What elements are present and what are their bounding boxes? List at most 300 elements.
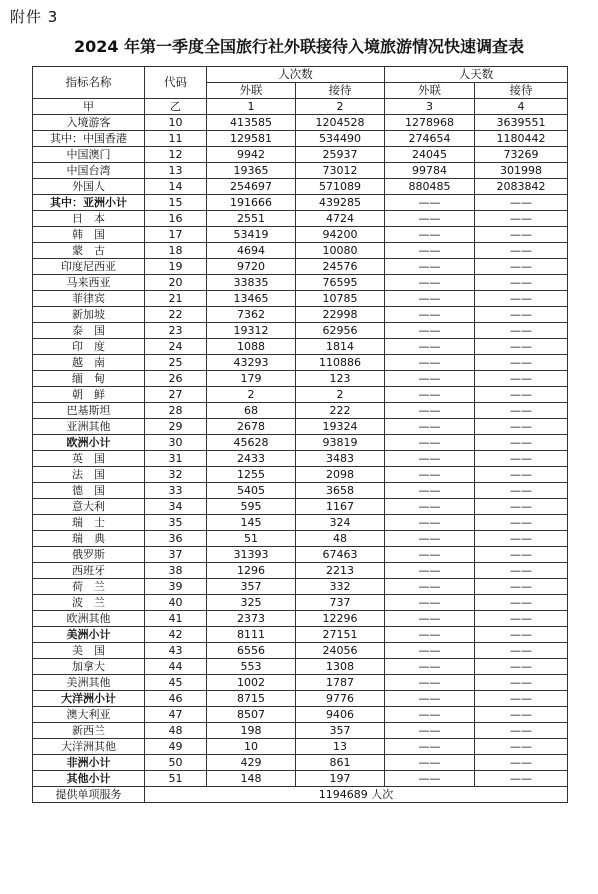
table-row [33, 227, 568, 243]
cell-v3: —— [385, 323, 475, 339]
cell-v2: 12296 [296, 611, 385, 627]
cell-v4: —— [475, 403, 568, 419]
cell-v3: —— [385, 483, 475, 499]
cell-v3: 880485 [385, 179, 475, 195]
cell-v2: 197 [296, 771, 385, 787]
table-row [33, 403, 568, 419]
cell-v4: —— [475, 659, 568, 675]
cell-v3: —— [385, 643, 475, 659]
cell-v3: —— [385, 275, 475, 291]
cell-v2: 24576 [296, 259, 385, 275]
cell-v1: 254697 [207, 179, 296, 195]
cell-v3: —— [385, 387, 475, 403]
cell-v4: —— [475, 707, 568, 723]
cell-name: 外国人 [33, 179, 145, 195]
cell-v3: —— [385, 627, 475, 643]
cell-v1: 8715 [207, 691, 296, 707]
cell-v3: —— [385, 371, 475, 387]
cell-code: 51 [145, 771, 207, 787]
cell-v1: 145 [207, 515, 296, 531]
cell-v4: —— [475, 211, 568, 227]
cell-v4: —— [475, 467, 568, 483]
cell-name: 印 度 [33, 339, 145, 355]
cell-code: 40 [145, 595, 207, 611]
table-row [33, 627, 568, 643]
cell-v3: —— [385, 515, 475, 531]
table-row [33, 499, 568, 515]
cell-v3: —— [385, 227, 475, 243]
cell-v4: —— [475, 531, 568, 547]
cell-name: 西班牙 [33, 563, 145, 579]
cell-name: 泰 国 [33, 323, 145, 339]
table-row [33, 211, 568, 227]
cell-v1: 6556 [207, 643, 296, 659]
cell-v1: 357 [207, 579, 296, 595]
cell-v1: 31393 [207, 547, 296, 563]
cell-v1: 9942 [207, 147, 296, 163]
cell-v2: 861 [296, 755, 385, 771]
cell-v3: —— [385, 403, 475, 419]
cell-v4: —— [475, 227, 568, 243]
table-row [33, 163, 568, 179]
cell-v4: 2083842 [475, 179, 568, 195]
cell-code: 37 [145, 547, 207, 563]
cell-code: 30 [145, 435, 207, 451]
cell-name: 新西兰 [33, 723, 145, 739]
header-jiedai-days: 接待 [475, 83, 568, 99]
cell-v1: 429 [207, 755, 296, 771]
table-row [33, 115, 568, 131]
cell-name: 美洲其他 [33, 675, 145, 691]
cell-code: 15 [145, 195, 207, 211]
cell-code: 33 [145, 483, 207, 499]
page-title: 2024 年第一季度全国旅行社外联接待入境旅游情况快速调查表 [73, 37, 525, 56]
cell-v1: 148 [207, 771, 296, 787]
table-row [33, 707, 568, 723]
header-col-3: 3 [385, 99, 475, 115]
cell-v2: 534490 [296, 131, 385, 147]
cell-v3: —— [385, 547, 475, 563]
cell-v4: —— [475, 515, 568, 531]
header-person-times: 人次数 [207, 67, 385, 83]
cell-name: 瑞 典 [33, 531, 145, 547]
table-row [33, 675, 568, 691]
cell-v4: 301998 [475, 163, 568, 179]
cell-code: 21 [145, 291, 207, 307]
cell-v4: —— [475, 739, 568, 755]
cell-code: 22 [145, 307, 207, 323]
cell-v3: —— [385, 755, 475, 771]
cell-v3: —— [385, 531, 475, 547]
cell-v3: —— [385, 499, 475, 515]
cell-v1: 51 [207, 531, 296, 547]
cell-code: 32 [145, 467, 207, 483]
table-row [33, 723, 568, 739]
table-row [33, 579, 568, 595]
footer-label: 提供单项服务 [33, 787, 145, 803]
cell-v1: 595 [207, 499, 296, 515]
cell-v4: —— [475, 275, 568, 291]
table-row [33, 371, 568, 387]
cell-v4: —— [475, 435, 568, 451]
cell-code: 31 [145, 451, 207, 467]
cell-v2: 24056 [296, 643, 385, 659]
cell-v1: 129581 [207, 131, 296, 147]
cell-code: 47 [145, 707, 207, 723]
cell-v2: 222 [296, 403, 385, 419]
cell-v3: —— [385, 675, 475, 691]
cell-v1: 1002 [207, 675, 296, 691]
cell-v2: 9776 [296, 691, 385, 707]
cell-v1: 9720 [207, 259, 296, 275]
cell-v1: 68 [207, 403, 296, 419]
cell-name: 入境游客 [33, 115, 145, 131]
cell-v3: —— [385, 243, 475, 259]
cell-v4: —— [475, 691, 568, 707]
cell-v1: 553 [207, 659, 296, 675]
cell-code: 26 [145, 371, 207, 387]
cell-v2: 9406 [296, 707, 385, 723]
cell-v1: 43293 [207, 355, 296, 371]
cell-v4: —— [475, 723, 568, 739]
cell-v2: 123 [296, 371, 385, 387]
header-indicator: 指标名称 [33, 67, 145, 99]
cell-v4: —— [475, 643, 568, 659]
cell-name: 其中：中国香港 [33, 131, 145, 147]
cell-v4: —— [475, 195, 568, 211]
cell-v2: 2213 [296, 563, 385, 579]
cell-v4: 1180442 [475, 131, 568, 147]
table-row [33, 323, 568, 339]
cell-code: 28 [145, 403, 207, 419]
table-row [33, 643, 568, 659]
table-row [33, 611, 568, 627]
cell-v4: —— [475, 243, 568, 259]
cell-v2: 324 [296, 515, 385, 531]
cell-v2: 76595 [296, 275, 385, 291]
cell-name: 欧洲小计 [33, 435, 145, 451]
cell-code: 11 [145, 131, 207, 147]
cell-name: 欧洲其他 [33, 611, 145, 627]
cell-name: 中国台湾 [33, 163, 145, 179]
cell-name: 德 国 [33, 483, 145, 499]
cell-code: 23 [145, 323, 207, 339]
header-waili-times: 外联 [207, 83, 296, 99]
survey-table [32, 66, 568, 803]
cell-v1: 19365 [207, 163, 296, 179]
cell-v3: —— [385, 259, 475, 275]
cell-v3: —— [385, 291, 475, 307]
footer-row [33, 787, 568, 803]
cell-code: 19 [145, 259, 207, 275]
cell-v1: 2433 [207, 451, 296, 467]
cell-name: 印度尼西亚 [33, 259, 145, 275]
cell-v1: 2678 [207, 419, 296, 435]
cell-v4: —— [475, 547, 568, 563]
table-row [33, 771, 568, 787]
cell-v1: 10 [207, 739, 296, 755]
cell-code: 45 [145, 675, 207, 691]
cell-name: 日 本 [33, 211, 145, 227]
table-row [33, 259, 568, 275]
table-row [33, 131, 568, 147]
table-row [33, 659, 568, 675]
cell-code: 49 [145, 739, 207, 755]
cell-name: 中国澳门 [33, 147, 145, 163]
table-row [33, 291, 568, 307]
cell-v4: —— [475, 755, 568, 771]
cell-name: 菲律宾 [33, 291, 145, 307]
cell-code: 13 [145, 163, 207, 179]
cell-code: 17 [145, 227, 207, 243]
cell-code: 39 [145, 579, 207, 595]
cell-code: 18 [145, 243, 207, 259]
cell-v3: —— [385, 579, 475, 595]
cell-name: 法 国 [33, 467, 145, 483]
cell-name: 其中：亚洲小计 [33, 195, 145, 211]
cell-v2: 10785 [296, 291, 385, 307]
table-row [33, 179, 568, 195]
table-row [33, 387, 568, 403]
table-row [33, 435, 568, 451]
cell-v2: 1308 [296, 659, 385, 675]
cell-v1: 1296 [207, 563, 296, 579]
cell-v3: —— [385, 563, 475, 579]
cell-v4: 3639551 [475, 115, 568, 131]
cell-v4: —— [475, 595, 568, 611]
cell-v4: —— [475, 291, 568, 307]
cell-v3: —— [385, 659, 475, 675]
cell-name: 其他小计 [33, 771, 145, 787]
cell-v1: 325 [207, 595, 296, 611]
cell-v2: 110886 [296, 355, 385, 371]
table-row [33, 515, 568, 531]
cell-code: 20 [145, 275, 207, 291]
cell-v1: 1255 [207, 467, 296, 483]
cell-v4: —— [475, 499, 568, 515]
cell-code: 43 [145, 643, 207, 659]
cell-v3: —— [385, 595, 475, 611]
cell-v2: 1787 [296, 675, 385, 691]
cell-name: 加拿大 [33, 659, 145, 675]
cell-name: 亚洲其他 [33, 419, 145, 435]
cell-v3: 274654 [385, 131, 475, 147]
header-col-1: 1 [207, 99, 296, 115]
table-row [33, 691, 568, 707]
cell-name: 荷 兰 [33, 579, 145, 595]
cell-v2: 1167 [296, 499, 385, 515]
cell-code: 14 [145, 179, 207, 195]
cell-v2: 93819 [296, 435, 385, 451]
cell-code: 41 [145, 611, 207, 627]
table-row [33, 451, 568, 467]
cell-v4: —— [475, 355, 568, 371]
cell-v4: —— [475, 323, 568, 339]
cell-code: 36 [145, 531, 207, 547]
cell-v3: —— [385, 435, 475, 451]
table-row [33, 563, 568, 579]
cell-name: 澳大利亚 [33, 707, 145, 723]
cell-code: 50 [145, 755, 207, 771]
cell-name: 缅 甸 [33, 371, 145, 387]
cell-v1: 13465 [207, 291, 296, 307]
cell-v2: 13 [296, 739, 385, 755]
table-row [33, 307, 568, 323]
cell-v2: 62956 [296, 323, 385, 339]
cell-name: 巴基斯坦 [33, 403, 145, 419]
cell-v1: 7362 [207, 307, 296, 323]
cell-v2: 27151 [296, 627, 385, 643]
cell-name: 新加坡 [33, 307, 145, 323]
header-waili-days: 外联 [385, 83, 475, 99]
cell-name: 越 南 [33, 355, 145, 371]
cell-name: 美洲小计 [33, 627, 145, 643]
cell-v4: —— [475, 371, 568, 387]
cell-code: 38 [145, 563, 207, 579]
cell-v2: 67463 [296, 547, 385, 563]
table-row [33, 147, 568, 163]
cell-v1: 8111 [207, 627, 296, 643]
cell-v4: —— [475, 307, 568, 323]
cell-v3: 24045 [385, 147, 475, 163]
cell-v3: —— [385, 707, 475, 723]
cell-v2: 2 [296, 387, 385, 403]
cell-v3: —— [385, 467, 475, 483]
cell-code: 42 [145, 627, 207, 643]
cell-v4: —— [475, 675, 568, 691]
cell-v3: —— [385, 195, 475, 211]
header-jia: 甲 [33, 99, 145, 115]
cell-v1: 198 [207, 723, 296, 739]
cell-code: 46 [145, 691, 207, 707]
cell-code: 35 [145, 515, 207, 531]
cell-v1: 2373 [207, 611, 296, 627]
header-yi: 乙 [145, 99, 207, 115]
cell-name: 朝 鲜 [33, 387, 145, 403]
table-row [33, 739, 568, 755]
cell-code: 25 [145, 355, 207, 371]
header-code: 代码 [145, 67, 207, 99]
cell-v3: —— [385, 739, 475, 755]
cell-v1: 191666 [207, 195, 296, 211]
cell-v2: 22998 [296, 307, 385, 323]
cell-v3: —— [385, 419, 475, 435]
cell-v3: —— [385, 211, 475, 227]
cell-v4: —— [475, 419, 568, 435]
table-row [33, 531, 568, 547]
cell-v1: 19312 [207, 323, 296, 339]
cell-v1: 8507 [207, 707, 296, 723]
cell-name: 蒙 古 [33, 243, 145, 259]
cell-v2: 571089 [296, 179, 385, 195]
table-row [33, 275, 568, 291]
cell-name: 波 兰 [33, 595, 145, 611]
cell-v1: 2551 [207, 211, 296, 227]
cell-code: 24 [145, 339, 207, 355]
cell-v4: —— [475, 563, 568, 579]
cell-v4: —— [475, 451, 568, 467]
cell-v4: —— [475, 627, 568, 643]
table-row [33, 355, 568, 371]
cell-v4: —— [475, 259, 568, 275]
cell-v4: 73269 [475, 147, 568, 163]
cell-v4: —— [475, 611, 568, 627]
header-person-days: 人天数 [385, 67, 568, 83]
cell-v2: 439285 [296, 195, 385, 211]
cell-name: 非洲小计 [33, 755, 145, 771]
cell-name: 英 国 [33, 451, 145, 467]
cell-v3: —— [385, 723, 475, 739]
table-row [33, 339, 568, 355]
cell-v4: —— [475, 387, 568, 403]
cell-name: 意大利 [33, 499, 145, 515]
cell-v1: 2 [207, 387, 296, 403]
cell-v2: 3658 [296, 483, 385, 499]
table-row [33, 419, 568, 435]
cell-code: 34 [145, 499, 207, 515]
cell-v2: 10080 [296, 243, 385, 259]
cell-v2: 48 [296, 531, 385, 547]
footer-value: 1194689 人次 [145, 787, 568, 803]
cell-v4: —— [475, 339, 568, 355]
table-row [33, 467, 568, 483]
cell-name: 马来西亚 [33, 275, 145, 291]
cell-v1: 4694 [207, 243, 296, 259]
cell-v2: 737 [296, 595, 385, 611]
cell-code: 27 [145, 387, 207, 403]
cell-v2: 94200 [296, 227, 385, 243]
cell-v2: 332 [296, 579, 385, 595]
cell-v3: —— [385, 691, 475, 707]
cell-v3: 1278968 [385, 115, 475, 131]
cell-v3: —— [385, 355, 475, 371]
cell-name: 大洋洲其他 [33, 739, 145, 755]
cell-v2: 2098 [296, 467, 385, 483]
cell-v3: —— [385, 307, 475, 323]
table-body [33, 115, 568, 787]
cell-v4: —— [475, 579, 568, 595]
header-col-4: 4 [475, 99, 568, 115]
cell-v3: —— [385, 339, 475, 355]
table-row [33, 595, 568, 611]
cell-v1: 1088 [207, 339, 296, 355]
cell-v2: 1814 [296, 339, 385, 355]
cell-v3: 99784 [385, 163, 475, 179]
cell-v1: 5405 [207, 483, 296, 499]
cell-code: 16 [145, 211, 207, 227]
table-row [33, 243, 568, 259]
cell-code: 29 [145, 419, 207, 435]
cell-v4: —— [475, 483, 568, 499]
cell-v2: 19324 [296, 419, 385, 435]
cell-v3: —— [385, 611, 475, 627]
table-row [33, 755, 568, 771]
cell-v3: —— [385, 771, 475, 787]
cell-v1: 33835 [207, 275, 296, 291]
cell-v2: 25937 [296, 147, 385, 163]
cell-v2: 3483 [296, 451, 385, 467]
cell-name: 瑞 士 [33, 515, 145, 531]
table-row [33, 547, 568, 563]
cell-v4: —— [475, 771, 568, 787]
cell-name: 俄罗斯 [33, 547, 145, 563]
header-jiedai-times: 接待 [296, 83, 385, 99]
cell-v3: —— [385, 451, 475, 467]
cell-name: 韩 国 [33, 227, 145, 243]
cell-v1: 45628 [207, 435, 296, 451]
table-row [33, 195, 568, 211]
cell-code: 44 [145, 659, 207, 675]
